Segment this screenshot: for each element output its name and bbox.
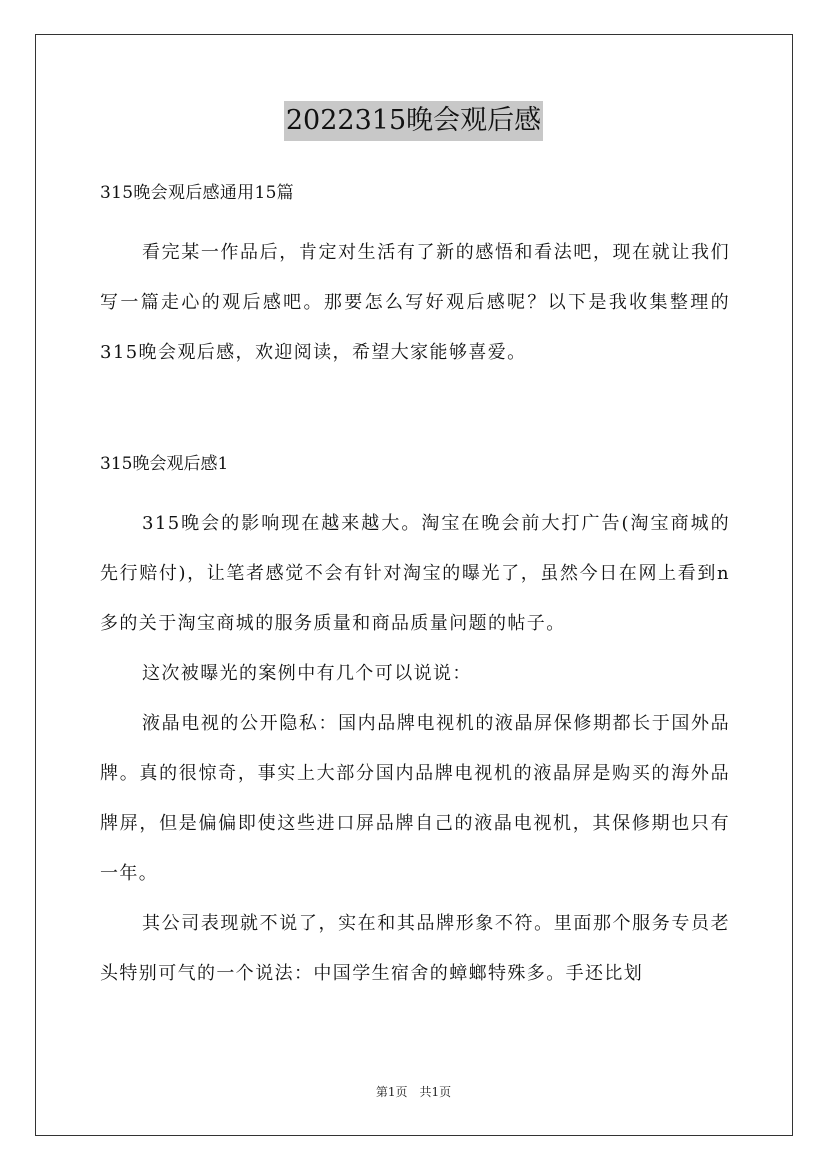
body-paragraph: 315晚会的影响现在越来越大。淘宝在晚会前大打广告(淘宝商城的先行赔付)，让笔者感觉不会有针对淘宝的曝光了，虽然今日在网上看到n多的关于淘宝商城的服务质量和商品质量问题的帖子。 (100, 513, 730, 634)
body-paragraph: 其公司表现就不说了，实在和其品牌形象不符。里面那个服务专员老头特别可气的一个说法：中国学生宿舍的蟑螂特殊多。手还比划 (100, 913, 730, 984)
intro-paragraph: 看完某一作品后，肯定对生活有了新的感悟和看法吧，现在就让我们写一篇走心的观后感吧。那要怎么写好观后感呢？以下是我收集整理的315晚会观后感，欢迎阅读，希望大家能够喜爱。 (100, 242, 730, 363)
section-title: 315晚会观后感1 (100, 454, 229, 474)
body-paragraph: 这次被曝光的案例中有几个可以说说： (142, 663, 472, 684)
document-subtitle: 315晚会观后感通用15篇 (100, 183, 294, 203)
document-title: 2022315晚会观后感 (284, 101, 543, 141)
body-paragraph: 液晶电视的公开隐私：国内品牌电视机的液晶屏保修期都长于国外品牌。真的很惊奇，事实上大部分国内品牌电视机的液晶屏是购买的海外品牌屏，但是偏偏即使这些进口屏品牌自己的液晶电视机，其保修期也只有一年。 (100, 713, 730, 884)
page-footer: 第1页 共1页 (375, 1085, 452, 1099)
document-body (100, 174, 730, 999)
title-wrap (0, 101, 827, 141)
